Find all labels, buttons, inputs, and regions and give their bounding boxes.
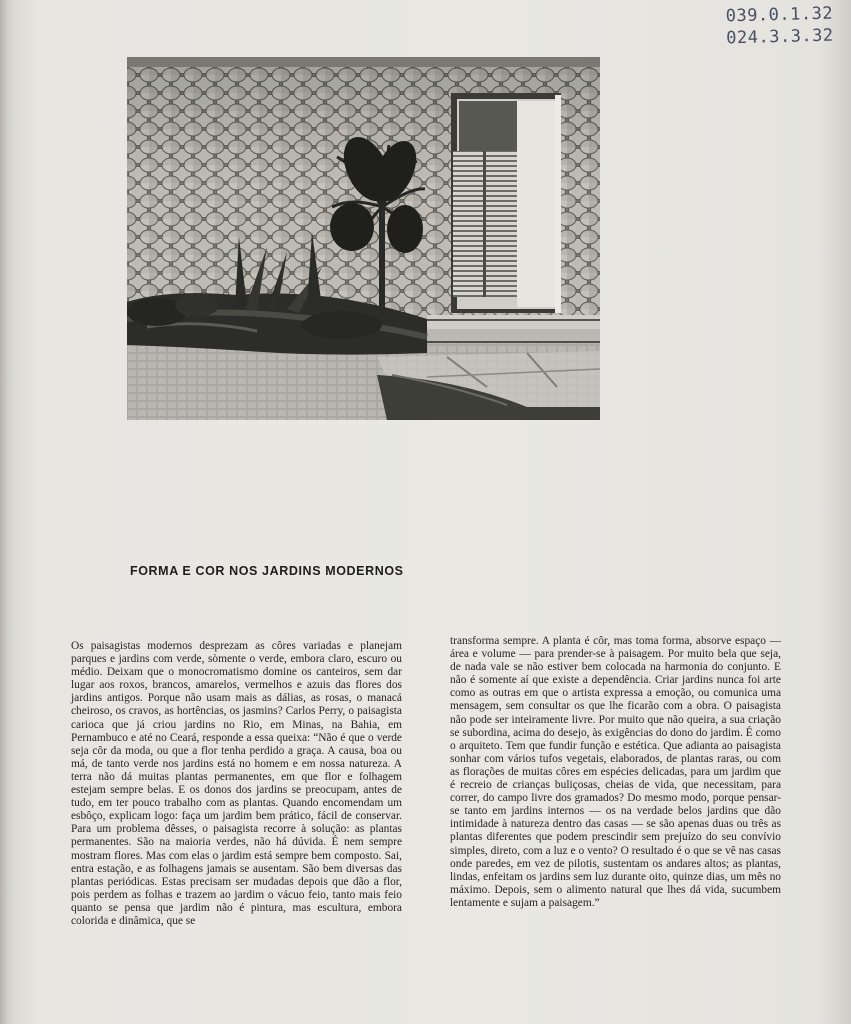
catalog-mark-1: 039.0.1.32 (725, 3, 833, 27)
garden-photograph (127, 57, 600, 420)
article-column-right (450, 635, 781, 910)
article-column-left (71, 640, 402, 928)
garden-photo-illustration (127, 57, 600, 420)
catalog-mark-2: 024.3.3.32 (725, 25, 834, 49)
page-spine-shadow (0, 0, 8, 1024)
catalog-marks (725, 3, 833, 50)
article-text-left: Os paisagistas modernos desprezam as côres variadas e planejam parques e jardins com verde, sòmente o verde, embora claro, escuro ou médio. Deixam que o monocromatismo domine os canteiros, sem dar lugar aos roxos, brancos, amarelos, vermelhos e azuis das flores dos jardins antigos. Porque não usam mais as dálias, as rosas, o manacá cheiroso, os cravos, as hortências, os jasmins? Carlos Perry, o paisagista carioca que já criou jardins no Rio, em Minas, na Bahia, em Pernambuco e até no Ceará, responde a essa queixa: “Não é que o verde seja côr da moda, ou que a flor tenha perdido a graça. A causa, boa ou má, de tanto verde nos jardins está no homem e em nossa natureza. A terra não dá muitas plantas permanentes, em que flor e folhagem estejam sempre belas. E os donos dos jardins se preocupam, antes de tudo, em ter pouco trabalho com as plantas. Quando encomendam um esbôço, explicam logo: faça um jardim bem prático, fácil de conservar. Para um problema dêsses, o paisagista recorre à solução: as plantas permanentes. São na maioria verdes, não há dúvida. É nem sempre mostram flores. Mas com elas o jardim está sempre bem composto. Sai, entra estação, e as folhagens jamais se ausentam. São bem diversas das plantas periódicas. Estas precisam ser mudadas depois que dão a flor, pois perdem as folhas e trazem ao jardim o vácuo feio, tanto mais feio quanto se pensa que jardim não é pintura, mas escultura, embora colorida e dinâmica, que se (71, 640, 402, 927)
article-text-right: transforma sempre. A planta é côr, mas toma forma, absorve espaço — área e volume — para prender-se à paisagem. Por muito bela que seja, de nada vale se não estiver bem colocada na harmonia do conjunto. E não é somente aí que existe a dependência. Criar jardins nunca foi arte como as outras em que o artista expressa a emoção, ou comunica uma mensagem, sem consultar os que lhe ficarão com a obra. O paisagista não pode ser inteiramente livre. Por muito que não queira, a sua criação se subordina, acima do desejo, às exigências do dono do jardim. É como o arquiteto. Tem que fundir função e estética. Que adianta ao paisagista sonhar com vários tufos vegetais, elaborados, de plantas raras, ou com as florações de muitas côres em espécies delicadas, para um jardim que é recreio de crianças buliçosas, cheias de vida, que necessitam, para correr, do campo livre dos gramados? Do mesmo modo, porque pensar-se tanto em jardins internos — os na verdade belos jardins que dão intimidade à natureza dentro das casas — se são apenas duas ou três as plantas diferentes que podem prescindir sem prejuízo do seu convívio simples, direto, com a luz e o vento? O resultado é o que se vê nas casas onde paredes, em vez de pilotis, sustentam os andares altos; as plantas, lindas, enfeitam os jardins sem luz durante oito, quinze dias, um mês no máximo. Depois, sem o alimento natural que lhes dá vida, sucumbem lentamente e sujam a paisagem.” (450, 635, 781, 909)
article-title: FORMA E COR NOS JARDINS MODERNOS (130, 564, 404, 578)
